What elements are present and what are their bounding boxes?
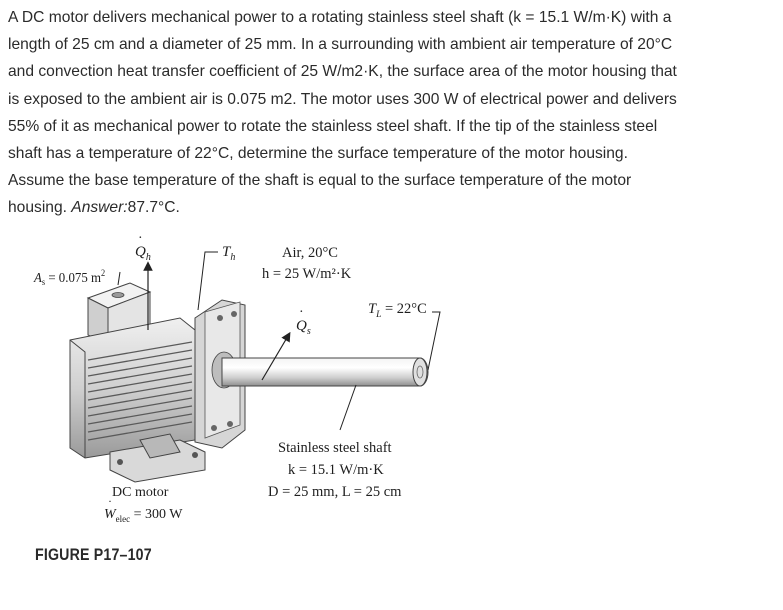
welec-label: $W_{elec} = 300$ W — [104, 507, 183, 524]
motor-body — [70, 318, 195, 458]
ah-leader — [118, 272, 120, 285]
problem-line: A DC motor delivers mechanical power to a rotating stainless steel shaft (k = 15.1 W/m·K) with a — [8, 9, 672, 26]
problem-line: length of 25 cm and a diameter of 25 mm. In a surrounding with ambient air temperature of 20°C — [8, 36, 673, 54]
problem-line: Assume the base temperature of the shaft is equal to the surface temperature of the motor — [8, 172, 632, 190]
tl-leader — [428, 312, 440, 370]
answer-label: Answer: — [71, 199, 128, 217]
motor-label: DC motor — [112, 485, 169, 500]
shaft-label-1: Stainless steel shaft — [278, 440, 392, 456]
answer-value: 87.7°C. — [127, 199, 180, 217]
th-leader — [198, 252, 218, 310]
steel-shaft — [222, 358, 428, 386]
problem-line: shaft has a temperature of 22°C, determine the surface temperature of the motor housing. — [8, 145, 628, 163]
air-label-1: Air, 20°C — [282, 245, 338, 261]
area-label: $A_s = 0.075$ $m^2$ — [34, 267, 106, 288]
last-line-prefix: housing. — [8, 199, 72, 217]
shaft-label-2: k = 15.1 W/m·K — [288, 462, 384, 478]
qs-dot: · — [299, 305, 304, 320]
problem-line: is exposed to the ambient air is 0.075 m2. The motor uses 300 W of electrical power and delivers — [8, 90, 677, 108]
th-label: $T_h$ — [222, 244, 236, 263]
air-label-2: h = 25 W/m²·K — [262, 266, 352, 282]
welec-dot: · — [108, 494, 112, 508]
shaft-leader — [340, 385, 356, 430]
tl-label: $T_L = 22^\circ C$ — [368, 301, 427, 320]
figure-caption: FIGURE P17–107 — [35, 546, 152, 564]
problem-line: and convection heat transfer coefficient of 25 W/m2·K, the surface area of the motor housing that — [8, 63, 677, 81]
qh-dot: · — [138, 231, 143, 246]
qs-label: $Q_s$ — [296, 318, 311, 337]
qh-label: $Q_h$ — [135, 244, 151, 263]
shaft-label-3: D = 25 mm, L = 25 cm — [268, 484, 402, 500]
problem-line: 55% of it as mechanical power to rotate the stainless steel shaft. If the tip of the stainless steel — [8, 117, 658, 135]
